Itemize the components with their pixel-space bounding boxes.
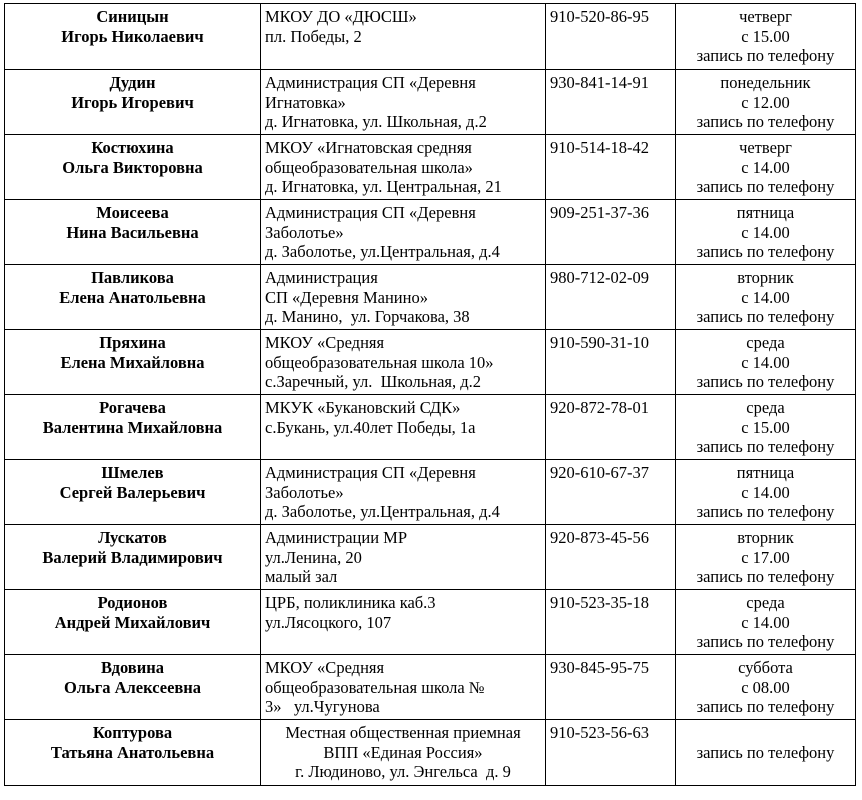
- given-names: Ольга Алексеевна: [63, 677, 202, 697]
- surname: Костюхина: [91, 138, 174, 157]
- schedule-cell: [676, 200, 856, 265]
- appointment-note: запись по телефону: [696, 177, 835, 196]
- surname: Шмелев: [101, 463, 164, 482]
- phone-number: 910-523-35-18: [550, 593, 649, 612]
- table-row: [5, 135, 856, 200]
- surname: Моисеева: [96, 203, 169, 222]
- reception-schedule-table: [4, 3, 856, 786]
- address-line: ВПП «Единая Россия»: [323, 742, 483, 762]
- appointment-note: запись по телефону: [696, 697, 835, 716]
- table-row: [5, 70, 856, 135]
- address-line: Администрация СП «Деревня: [265, 203, 476, 222]
- address-line: общеобразовательная школа 10»: [265, 352, 494, 372]
- appointment-note: запись по телефону: [696, 632, 835, 651]
- person-name-cell: [5, 4, 261, 70]
- reception-time: с 15.00: [741, 417, 790, 437]
- address-line: 3» ул.Чугунова: [265, 697, 380, 716]
- table-row: [5, 265, 856, 330]
- address-line: общеобразовательная школа»: [265, 157, 473, 177]
- address-line: ЦРБ, поликлиника каб.3: [265, 593, 436, 612]
- surname: Родионов: [97, 593, 168, 612]
- address-cell: [261, 590, 546, 655]
- person-name-cell: [5, 395, 261, 460]
- address-line: Администрация СП «Деревня: [265, 73, 476, 92]
- address-line: с.Букань, ул.40лет Победы, 1а: [265, 417, 476, 437]
- address-cell: [261, 655, 546, 720]
- schedule-cell: [676, 330, 856, 395]
- address-line: Администрации МР: [265, 528, 408, 547]
- address-line: Местная общественная приемная: [285, 723, 521, 742]
- address-line: МКОУ ДО «ДЮСШ»: [265, 7, 417, 26]
- person-name-cell: [5, 135, 261, 200]
- person-name-cell: [5, 720, 261, 786]
- address-cell: [261, 330, 546, 395]
- reception-day: пятница: [736, 203, 795, 222]
- table-row: [5, 395, 856, 460]
- phone-number: 930-845-95-75: [550, 658, 649, 677]
- phone-number: 910-520-86-95: [550, 7, 649, 26]
- surname: Пряхина: [99, 333, 166, 352]
- table-row: [5, 200, 856, 265]
- address-line: МКОУ «Средняя: [265, 658, 385, 677]
- given-names: Игорь Николаевич: [61, 26, 204, 46]
- phone-cell: [546, 655, 676, 720]
- reception-day: [680, 723, 851, 743]
- person-name-cell: [5, 330, 261, 395]
- phone-cell: [546, 200, 676, 265]
- phone-cell: [546, 525, 676, 590]
- address-line: д. Игнатовка, ул. Центральная, 21: [265, 177, 502, 196]
- phone-number: 920-872-78-01: [550, 398, 649, 417]
- reception-time: с 14.00: [741, 612, 790, 632]
- phone-number: 910-514-18-42: [550, 138, 649, 157]
- given-names: Нина Васильевна: [66, 222, 199, 242]
- reception-day: четверг: [739, 138, 792, 157]
- schedule-cell: [676, 265, 856, 330]
- schedule-cell: [676, 655, 856, 720]
- schedule-cell: [676, 70, 856, 135]
- reception-time: с 14.00: [741, 222, 790, 242]
- table-row: [5, 330, 856, 395]
- address-line: МКОУ «Средняя: [265, 333, 385, 352]
- person-name-cell: [5, 590, 261, 655]
- address-cell: [261, 200, 546, 265]
- reception-time: с 17.00: [741, 547, 790, 567]
- address-cell: [261, 525, 546, 590]
- phone-number: 920-610-67-37: [550, 463, 649, 482]
- given-names: Валентина Михайловна: [42, 417, 223, 437]
- schedule-cell: [676, 395, 856, 460]
- given-names: Андрей Михайлович: [54, 612, 211, 632]
- phone-cell: [546, 135, 676, 200]
- address-line: Администрация СП «Деревня: [265, 463, 476, 482]
- surname: Дудин: [109, 73, 156, 92]
- reception-day: вторник: [737, 528, 794, 547]
- reception-time: с 14.00: [741, 287, 790, 307]
- surname: Рогачева: [99, 398, 166, 417]
- reception-time: с 08.00: [741, 677, 790, 697]
- person-name-cell: [5, 460, 261, 525]
- address-line: малый зал: [265, 567, 338, 586]
- phone-number: 909-251-37-36: [550, 203, 649, 222]
- surname: Вдовина: [101, 658, 164, 677]
- given-names: Валерий Владимирович: [42, 547, 223, 567]
- address-line: Администрация: [265, 268, 378, 287]
- appointment-note: запись по телефону: [696, 242, 835, 261]
- reception-day: понедельник: [720, 73, 811, 92]
- address-cell: [261, 135, 546, 200]
- phone-cell: [546, 720, 676, 786]
- address-line: ул.Ленина, 20: [265, 547, 362, 567]
- address-line: д. Манино, ул. Горчакова, 38: [265, 307, 470, 326]
- reception-day: среда: [746, 333, 785, 352]
- appointment-note: запись по телефону: [696, 567, 835, 586]
- address-cell: [261, 395, 546, 460]
- address-line: МКУК «Букановский СДК»: [265, 398, 461, 417]
- surname: Лускатов: [98, 528, 167, 547]
- schedule-cell: [676, 460, 856, 525]
- table-row: [5, 4, 856, 70]
- given-names: Сергей Валерьевич: [59, 482, 206, 502]
- given-names: Елена Михайловна: [60, 352, 205, 372]
- reception-time: с 12.00: [741, 92, 790, 112]
- address-line: д. Заболотье, ул.Центральная, д.4: [265, 242, 500, 261]
- table-row: [5, 525, 856, 590]
- table-row: [5, 655, 856, 720]
- address-cell: [261, 460, 546, 525]
- phone-cell: [546, 395, 676, 460]
- address-cell: [261, 70, 546, 135]
- phone-cell: [546, 590, 676, 655]
- address-line: г. Людиново, ул. Энгельса д. 9: [295, 762, 511, 781]
- address-line: д. Игнатовка, ул. Школьная, д.2: [265, 112, 487, 131]
- reception-time: с 15.00: [741, 26, 790, 46]
- appointment-note: запись по телефону: [696, 112, 835, 131]
- appointment-note: запись по телефону: [696, 742, 835, 762]
- reception-day: пятница: [736, 463, 795, 482]
- appointment-note: запись по телефону: [696, 437, 835, 456]
- table-row: [5, 460, 856, 525]
- phone-cell: [546, 330, 676, 395]
- table-row: [5, 590, 856, 655]
- address-cell: [261, 4, 546, 70]
- reception-day: среда: [746, 398, 785, 417]
- address-line: МКОУ «Игнатовская средняя: [265, 138, 472, 157]
- phone-number: 920-873-45-56: [550, 528, 649, 547]
- person-name-cell: [5, 200, 261, 265]
- phone-cell: [546, 265, 676, 330]
- address-line: Заболотье»: [265, 482, 344, 502]
- phone-cell: [546, 4, 676, 70]
- given-names: Игорь Игоревич: [71, 92, 194, 112]
- schedule-cell: [676, 4, 856, 70]
- given-names: Елена Анатольевна: [59, 287, 206, 307]
- reception-time: с 14.00: [741, 157, 790, 177]
- phone-number: 910-523-56-63: [550, 723, 649, 742]
- reception-day: вторник: [737, 268, 794, 287]
- reception-time: с 14.00: [741, 352, 790, 372]
- schedule-cell: [676, 720, 856, 786]
- appointment-note: запись по телефону: [696, 307, 835, 326]
- address-cell: [261, 265, 546, 330]
- schedule-cell: [676, 590, 856, 655]
- phone-number: 930-841-14-91: [550, 73, 649, 92]
- surname: Синицын: [96, 7, 169, 26]
- person-name-cell: [5, 525, 261, 590]
- appointment-note: запись по телефону: [696, 372, 835, 391]
- schedule-body: [5, 4, 856, 786]
- address-line: с.Заречный, ул. Школьная, д.2: [265, 372, 482, 391]
- address-line: пл. Победы, 2: [265, 26, 362, 46]
- phone-number: 980-712-02-09: [550, 268, 649, 287]
- reception-day: суббота: [738, 658, 793, 677]
- reception-day: среда: [746, 593, 785, 612]
- table-row: [5, 720, 856, 786]
- phone-number: 910-590-31-10: [550, 333, 649, 352]
- address-line: Игнатовка»: [265, 92, 346, 112]
- reception-day: четверг: [739, 7, 792, 26]
- schedule-cell: [676, 135, 856, 200]
- address-line: ул.Лясоцкого, 107: [265, 612, 392, 632]
- phone-cell: [546, 70, 676, 135]
- person-name-cell: [5, 70, 261, 135]
- phone-cell: [546, 460, 676, 525]
- address-cell: [261, 720, 546, 786]
- surname: Коптурова: [92, 723, 173, 742]
- address-line: д. Заболотье, ул.Центральная, д.4: [265, 502, 500, 521]
- person-name-cell: [5, 265, 261, 330]
- given-names: Ольга Викторовна: [62, 157, 203, 177]
- given-names: Татьяна Анатольевна: [50, 742, 215, 762]
- surname: Павликова: [91, 268, 174, 287]
- appointment-note: запись по телефону: [696, 46, 835, 65]
- address-line: общеобразовательная школа №: [265, 677, 485, 697]
- reception-time: с 14.00: [741, 482, 790, 502]
- address-line: Заболотье»: [265, 222, 344, 242]
- schedule-cell: [676, 525, 856, 590]
- address-line: СП «Деревня Манино»: [265, 287, 428, 307]
- appointment-note: запись по телефону: [696, 502, 835, 521]
- person-name-cell: [5, 655, 261, 720]
